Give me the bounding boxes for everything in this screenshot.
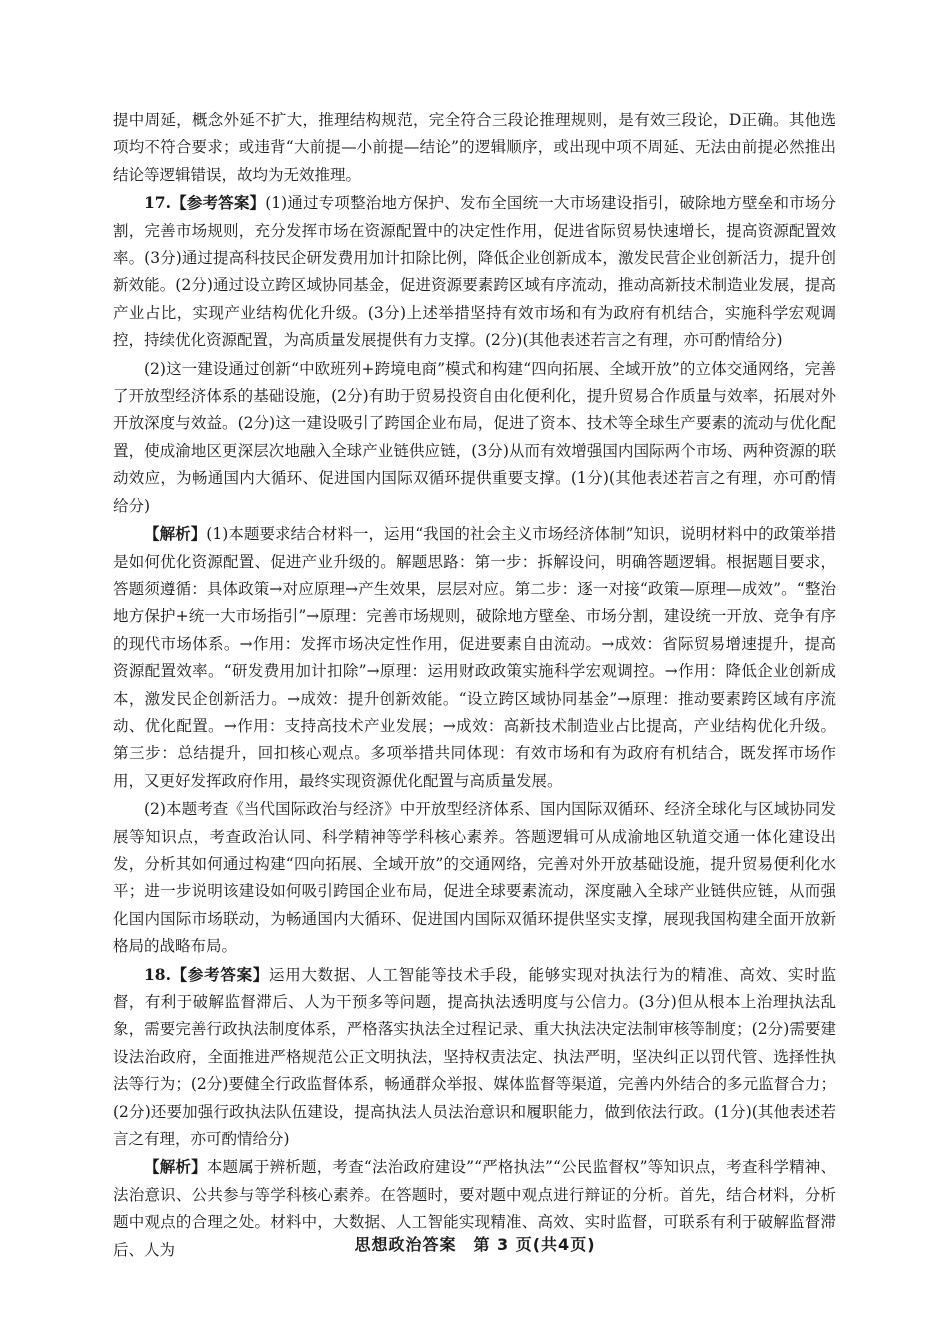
q17-answer-part2 [113,355,836,520]
q18-answer-text: 运用大数据、人工智能等技术手段，能够实现对执法行为的精准、高效、实时监督，有利于破解监督滞后、人为干预多等问题，提高执法透明度与公信力。(3分)但从根本上治理执法乱象，需要完善行政执法制度体系，严格落实执法全过程记录、重大执法决定法制审核等制度；(2分)需要建设法治政府，全面推进严格规范公正文明执法，坚持权责法定、执法严明，坚决纠正以罚代管、选择性执法等行为；(2分)要健全行政监督体系，畅通群众举报、媒体监督等渠道，完善内外结合的多元监督合力；(2分)还要加强行政执法队伍建设，提高执法人员法治意识和履职能力，做到依法行政。(1分)(其他表述若言之有理，亦可酌情给分) [113,965,836,1149]
q17-answer-tag: 17.【参考答案】 [144,193,266,213]
q18-analysis-text: 本题属于辨析题，考查“法治政府建设”“严格执法”“公民监督权”等知识点，考查科学精神、法治意识、公共参与等学科核心素养。在答题时，要对题中观点进行辩证的分析。首先，结合材料，分析题中观点的合理之处。材料中，大数据、人工智能实现精准、高效、实时监督，可联系有利于破解监督滞后、人为 [113,1158,836,1259]
q18-answer [113,961,836,1154]
q17-answer-part1-text: (1)通过专项整治地方保护、发布全国统一大市场建设指引，破除地方壁垒和市场分割，完善市场规则，充分发挥市场在资源配置中的决定性作用，促进省际贸易快速增长，提高资源配置效率。(3分)通过提高科技民企研发费用加计扣除比例，降低企业创新成本，激发民营企业创新活力，提升创新效能。(2分)通过设立跨区域协同基金，促进资源要素跨区域有序流动，推动高新技术制造业发展，提高产业占比，实现产业结构优化升级。(3分)上述举措坚持有效市场和有为政府有机结合，实施科学宏观调控，持续优化资源配置，为高质量发展提供有力支撑。(2分)(其他表述若言之有理，亦可酌情给分) [113,194,836,350]
paragraph-1-text: 提中周延，概念外延不扩大，推理结构规范，完全符合三段论推理规则，是有效三段论，D正确。其他选项均不符合要求；或违背“大前提—小前提—结论”的逻辑顺序，或出现中项不周延、无法由前提必然推出结论等逻辑错误，故均为无效推理。 [113,111,836,184]
q17-analysis-part2-text: (2)本题考查《当代国际政治与经济》中开放型经济体系、国内国际双循环、经济全球化与区域协同发展等知识点，考查政治认同、科学精神等学科核心素养。答题逻辑可从成渝地区轨道交通一体化建设出发，分析其如何通过构建“四向拓展、全域开放”的交通网络，完善对外开放基础设施，提升贸易便利化水平；进一步说明该建设如何吸引跨国企业布局，促进全球要素流动，深度融入全球产业链供应链，从而强化国内国际市场联动，为畅通国内大循环、促进国内国际双循环提供坚实支撑，展现我国构建全面开放新格局的战略布局。 [113,800,836,956]
q17-answer-part2-text: (2)这一建设通过创新“中欧班列+跨境电商”模式和构建“四向拓展、全域开放”的立体交通网络，完善了开放型经济体系的基础设施，(2分)有助于贸易投资自由化便利化，提升贸易合作质量与效率，拓展对外开放深度与效益。(2分)这一建设吸引了跨国企业布局，促进了资本、技术等全球生产要素的流动与优化配置，使成渝地区更深层次地融入全球产业链供应链，(3分)从而有效增强国内国际两个市场、两种资源的联动效应，为畅通国内大循环、促进国内国际双循环提供重要支撑。(1分)(其他表述若言之有理，亦可酌情给分) [113,359,836,515]
q17-analysis-tag: 【解析】 [144,524,207,544]
q18-answer-tag: 18.【参考答案】 [144,964,270,984]
q17-answer-part1 [113,189,836,354]
answer-page-body [113,106,836,1264]
paragraph-1 [113,106,836,189]
q18-analysis-tag: 【解析】 [144,1157,207,1177]
q17-analysis-part1 [113,520,836,795]
q17-analysis-part2 [113,795,836,960]
q17-analysis-part1-text: (1)本题要求结合材料一，运用“我国的社会主义市场经济体制”知识，说明材料中的政策举措是如何优化资源配置、促进产业升级的。解题思路：第一步：拆解设问，明确答题逻辑。根据题目要求，答题须遵循：具体政策→对应原理→产生效果，层层对应。第二步：逐一对接“政策—原理—成效”。“整治地方保护+统一大市场指引”→原理：完善市场规则，破除地方壁垒、市场分割，建设统一开放、竞争有序的现代市场体系。→作用：发挥市场决定性作用，促进要素自由流动。→成效：省际贸易增速提升，提高资源配置效率。“研发费用加计扣除”→原理：运用财政政策实施科学宏观调控。→作用：降低企业创新成本，激发民企创新活力。→成效：提升创新效能。“设立跨区域协同基金”→原理：推动要素跨区域有序流动、优化配置。→作用：支持高技术产业发展；→成效：高新技术制造业占比提高，产业结构优化升级。第三步：总结提升，回扣核心观点。多项举措共同体现：有效市场和有为政府有机结合，既发挥市场作用，又更好发挥政府作用，最终实现资源优化配置与高质量发展。 [113,525,836,790]
page-footer: 思想政治答案 第 3 页(共4页) [354,1235,596,1254]
